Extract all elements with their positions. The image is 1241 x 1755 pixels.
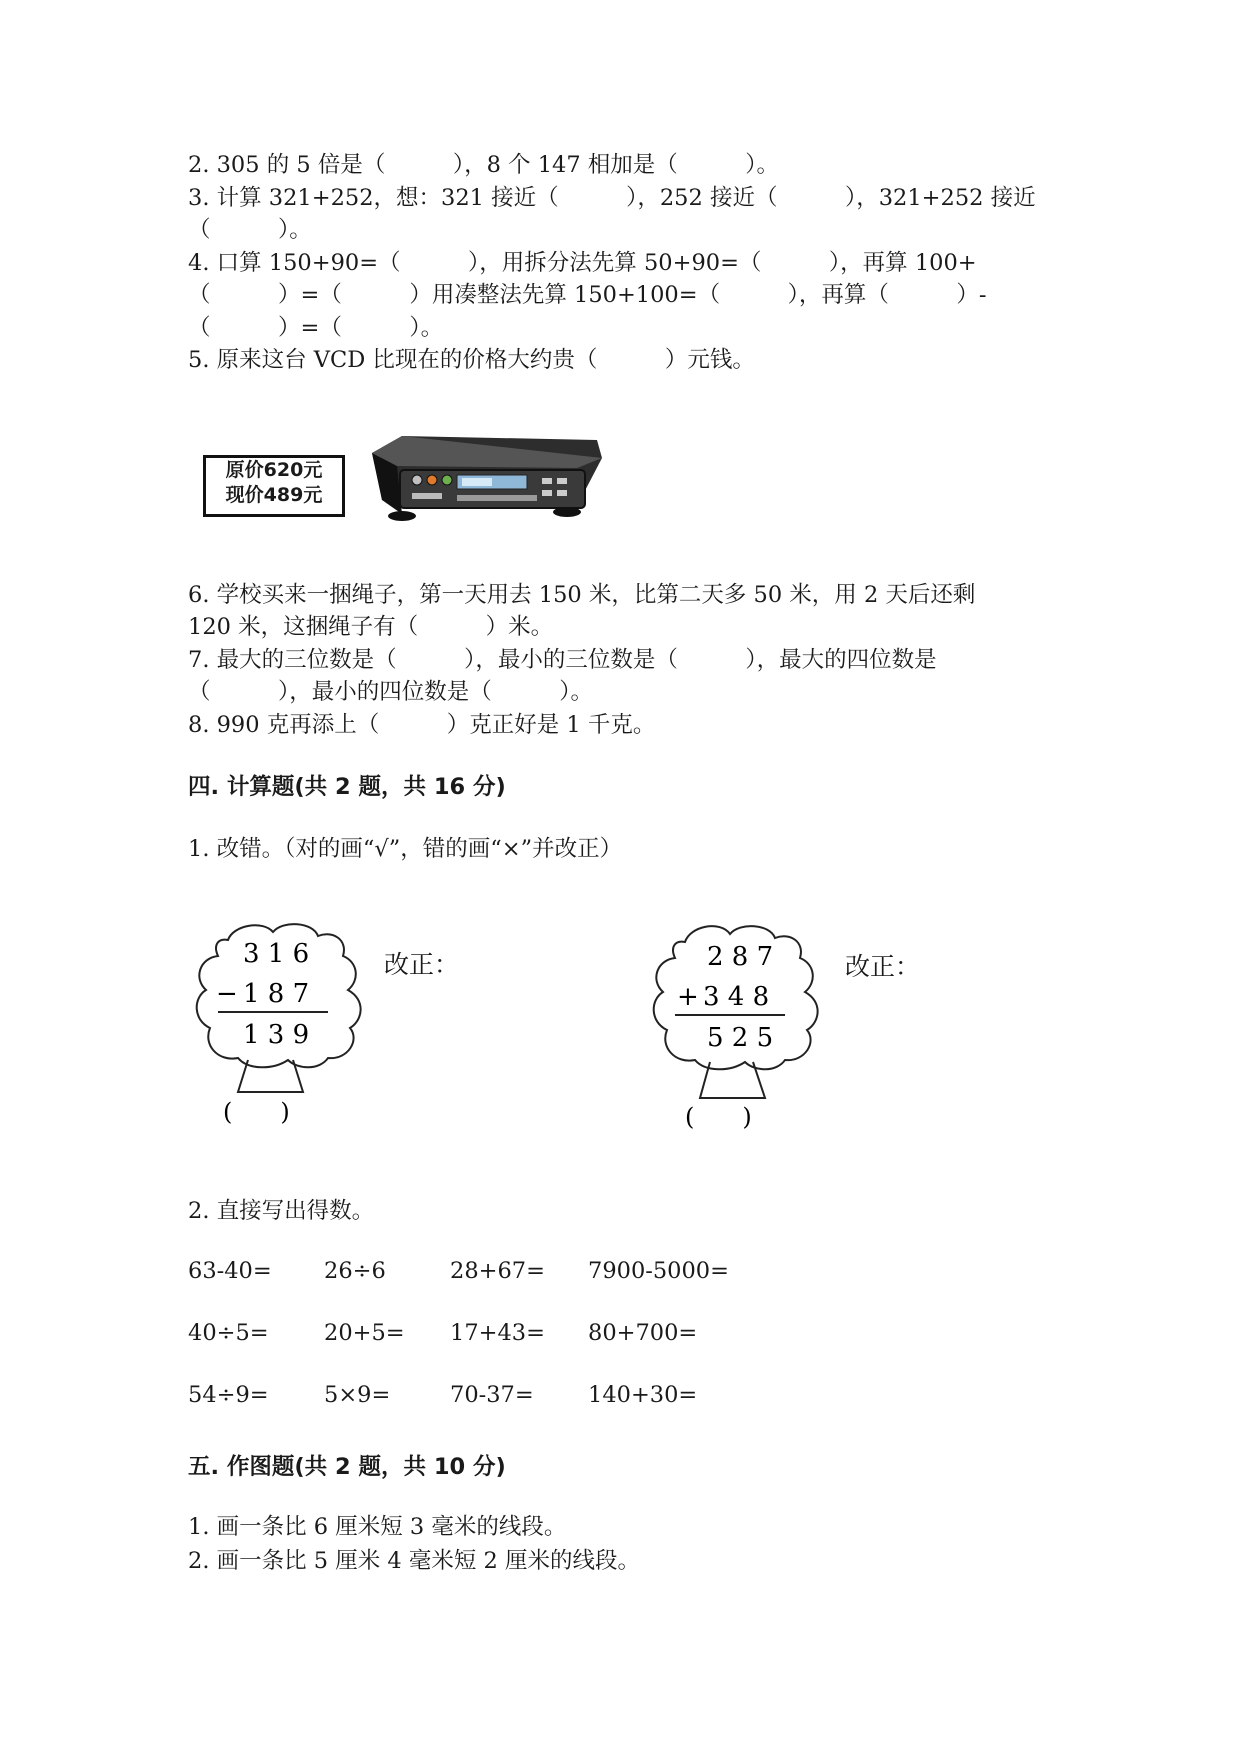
calc-item: 63-40=: [188, 1258, 272, 1284]
tree1-answer-paren: ( ): [223, 1098, 290, 1126]
tree1-bottom: 1 8 7: [243, 979, 310, 1009]
question-4-line1: 4. 口算 150+90=（ ），用拆分法先算 50+90=（ ），再算 100+: [188, 250, 977, 276]
calc-item: 26÷6: [324, 1258, 386, 1284]
question-4-line2: （ ）=（ ）用凑整法先算 150+100=（ ），再算（ ）-: [188, 282, 987, 308]
calc-item: 54÷9=: [188, 1382, 269, 1408]
tree1-result: 1 3 9: [243, 1020, 310, 1050]
calc-item: 70-37=: [450, 1382, 534, 1408]
price-tag: [203, 455, 345, 517]
section-5-title: 五. 作图题(共 2 题，共 10 分): [188, 1454, 506, 1480]
current-price: 现价489元: [225, 484, 323, 506]
question-8: 8. 990 克再添上（ ）克正好是 1 千克。: [188, 712, 656, 738]
tree1-operator: −: [216, 979, 238, 1009]
vcd-player-image: [362, 428, 612, 528]
question-7-line1: 7. 最大的三位数是（ ），最小的三位数是（ ），最大的四位数是: [188, 647, 937, 673]
question-6-line2: 120 米，这捆绳子有（ ）米。: [188, 614, 554, 640]
original-price: 原价620元: [225, 459, 323, 481]
correction-tree-1: [188, 920, 388, 1135]
calc-item: 140+30=: [588, 1382, 698, 1408]
question-3-line2: （ ）。: [188, 217, 312, 243]
question-5: 5. 原来这台 VCD 比现在的价格大约贵（ ）元钱。: [188, 347, 755, 373]
question-4-line3: （ ）=（ ）。: [188, 315, 444, 341]
tree2-result: 5 2 5: [707, 1023, 774, 1053]
correction-tree-2: [645, 920, 845, 1135]
tree2-answer-paren: ( ): [685, 1103, 752, 1131]
tree2-correction-label: 改正：: [845, 952, 921, 981]
tree1-correction-label: 改正：: [384, 950, 460, 979]
calc-item: 5×9=: [324, 1382, 391, 1408]
question-7-line2: （ ），最小的四位数是（ ）。: [188, 679, 594, 705]
calc-item: 28+67=: [450, 1258, 545, 1284]
calc-item: 80+700=: [588, 1320, 698, 1346]
tree2-bottom: 3 4 8: [703, 982, 770, 1012]
tree1-top: 3 1 6: [243, 939, 310, 969]
section-4-title: 四. 计算题(共 2 题，共 16 分): [188, 774, 506, 800]
section-4-question-1: 1. 改错。（对的画“√”，错的画“×”并改正）: [188, 836, 623, 862]
calc-item: 7900-5000=: [588, 1258, 729, 1284]
section-5-question-2: 2. 画一条比 5 厘米 4 毫米短 2 厘米的线段。: [188, 1548, 640, 1574]
question-2: 2. 305 的 5 倍是（ ），8 个 147 相加是（ ）。: [188, 152, 780, 178]
tree2-operator: +: [677, 982, 699, 1012]
section-5-question-1: 1. 画一条比 6 厘米短 3 毫米的线段。: [188, 1514, 567, 1540]
calc-item: 20+5=: [324, 1320, 405, 1346]
calc-item: 40÷5=: [188, 1320, 269, 1346]
calc-item: 17+43=: [450, 1320, 545, 1346]
question-3-line1: 3. 计算 321+252，想：321 接近（ ），252 接近（ ），321+252 接近: [188, 185, 1036, 211]
question-6-line1: 6. 学校买来一捆绳子，第一天用去 150 米，比第二天多 50 米，用 2 天后还剩: [188, 582, 976, 608]
tree2-top: 2 8 7: [707, 942, 774, 972]
section-4-question-2: 2. 直接写出得数。: [188, 1198, 375, 1224]
